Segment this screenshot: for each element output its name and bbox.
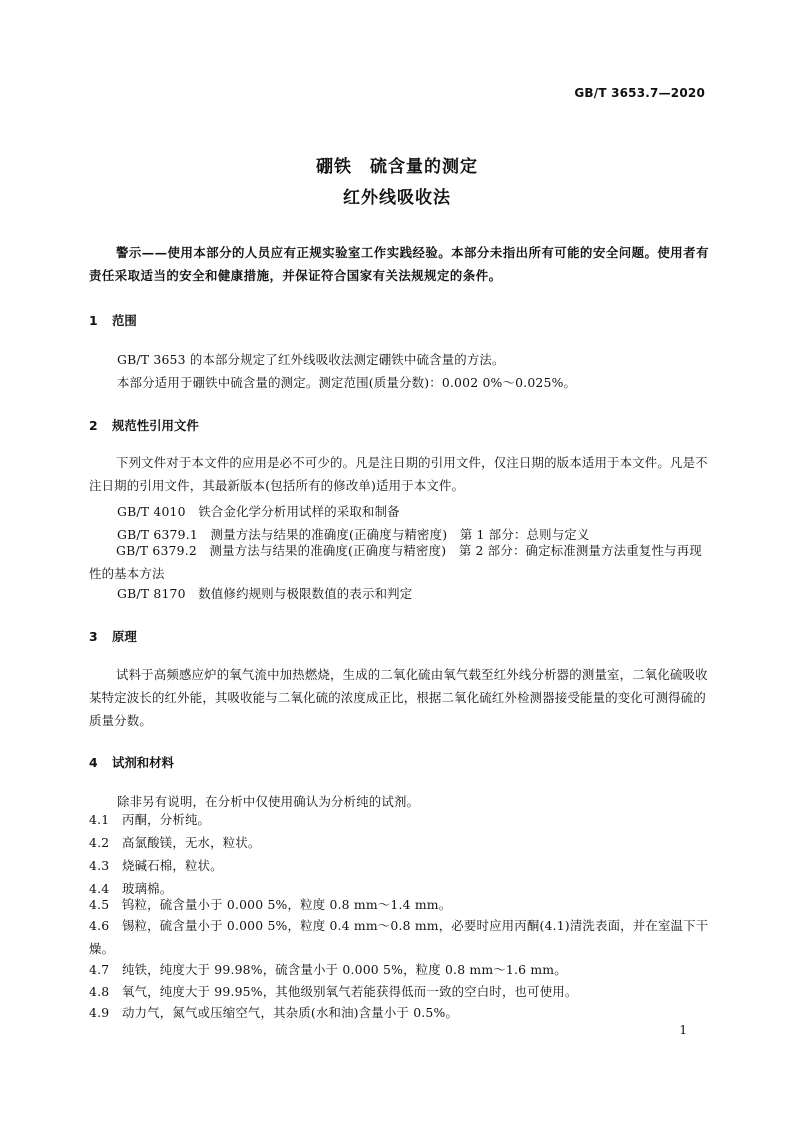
item-number: 4.7: [89, 962, 110, 977]
item-text: 锡粒，硫含量小于 0.000 5%，粒度 0.4 mm～0.8 mm，必要时应用丙酮(4.1)清洗表面，并在室温下干燥。: [89, 918, 709, 956]
item-number: 4.8: [89, 984, 110, 999]
section-number: 1: [89, 313, 98, 328]
section-heading-reagents: [89, 753, 174, 771]
paragraph: 本部分适用于硼铁中硫含量的测定。测定范围(质量分数)：0.002 0%～0.025%。: [117, 375, 577, 390]
section-heading-principle: [89, 627, 137, 645]
item-text: 丙酮，分析纯。: [122, 812, 211, 827]
section-number: 3: [89, 629, 98, 644]
list-item: [89, 958, 709, 981]
item-number: 4.1: [89, 812, 110, 827]
item-number: 4.6: [89, 918, 110, 933]
item-number: 4.4: [89, 881, 110, 896]
reference-item: GB/T 6379.1 测量方法与结果的准确度(正确度与精密度) 第 1 部分：总则与定义: [117, 527, 590, 542]
section-heading-normative-references: [89, 416, 199, 434]
section-title: 范围: [112, 313, 137, 328]
item-text: 氧气，纯度大于 99.95%，其他级别氧气若能获得低而一致的空白时，也可使用。: [122, 984, 578, 999]
document-title-line2: 红外线吸收法: [343, 188, 451, 208]
paragraph: 除非另有说明，在分析中仅使用确认为分析纯的试剂。: [117, 794, 420, 809]
section-number: 4: [89, 755, 98, 770]
reference-item: GB/T 6379.2 测量方法与结果的准确度(正确度与精密度) 第 2 部分：确定标准测量方法重复性与再现性的基本方法: [89, 543, 702, 581]
item-number: 4.9: [89, 1005, 110, 1020]
paragraph: 下列文件对于本文件的应用是必不可少的。凡是注日期的引用文件，仅注日期的版本适用于本文件。凡是不注日期的引用文件，其最新版本(包括所有的修改单)适用于本文件。: [89, 455, 708, 493]
page-number: 1: [679, 1023, 687, 1037]
list-item: [89, 854, 709, 877]
list-item: [89, 808, 709, 831]
item-number: 4.3: [89, 858, 110, 873]
section-number: 2: [89, 418, 98, 433]
item-text: 动力气，氮气或压缩空气，其杂质(水和油)含量小于 0.5%。: [122, 1005, 459, 1020]
reference-item: GB/T 4010 铁合金化学分析用试样的采取和制备: [117, 504, 400, 519]
item-text: 钨粒，硫含量小于 0.000 5%，粒度 0.8 mm～1.4 mm。: [122, 897, 452, 912]
section-title: 试剂和材料: [112, 755, 174, 770]
item-number: 4.5: [89, 897, 110, 912]
paragraph: GB/T 3653 的本部分规定了红外线吸收法测定硼铁中硫含量的方法。: [117, 352, 505, 367]
section-title: 规范性引用文件: [112, 418, 199, 433]
item-text: 纯铁，纯度大于 99.98%，硫含量小于 0.000 5%，粒度 0.8 mm～1.6 mm。: [122, 962, 567, 977]
list-item: [89, 914, 709, 960]
list-item: [89, 831, 709, 854]
item-number: 4.2: [89, 835, 110, 850]
document-title-line1: 硼铁 硫含量的测定: [316, 157, 478, 177]
paragraph: 试料于高频感应炉的氧气流中加热燃烧，生成的二氧化硫由氧气载至红外线分析器的测量室，二氧化硫吸收某特定波长的红外能，其吸收能与二氧化硫的浓度成正比，根据二氧化硫红外检测器接受能量的变化可测得硫的质量分数。: [89, 667, 708, 728]
item-text: 高氯酸镁，无水，粒状。: [122, 835, 261, 850]
safety-warning: 警示——使用本部分的人员应有正规实验室工作实践经验。本部分未指出所有可能的安全问题。使用者有责任采取适当的安全和健康措施，并保证符合国家有关法规规定的条件。: [89, 245, 709, 283]
standard-number: GB/T 3653.7—2020: [574, 86, 705, 100]
item-text: 烧碱石棉，粒状。: [122, 858, 223, 873]
list-item: [89, 1001, 709, 1024]
section-title: 原理: [112, 629, 137, 644]
section-heading-scope: [89, 311, 137, 329]
item-text: 玻璃棉。: [122, 881, 173, 896]
list-item: [89, 980, 709, 1003]
reference-item: GB/T 8170 数值修约规则与极限数值的表示和判定: [117, 586, 413, 601]
list-item: [89, 893, 709, 916]
